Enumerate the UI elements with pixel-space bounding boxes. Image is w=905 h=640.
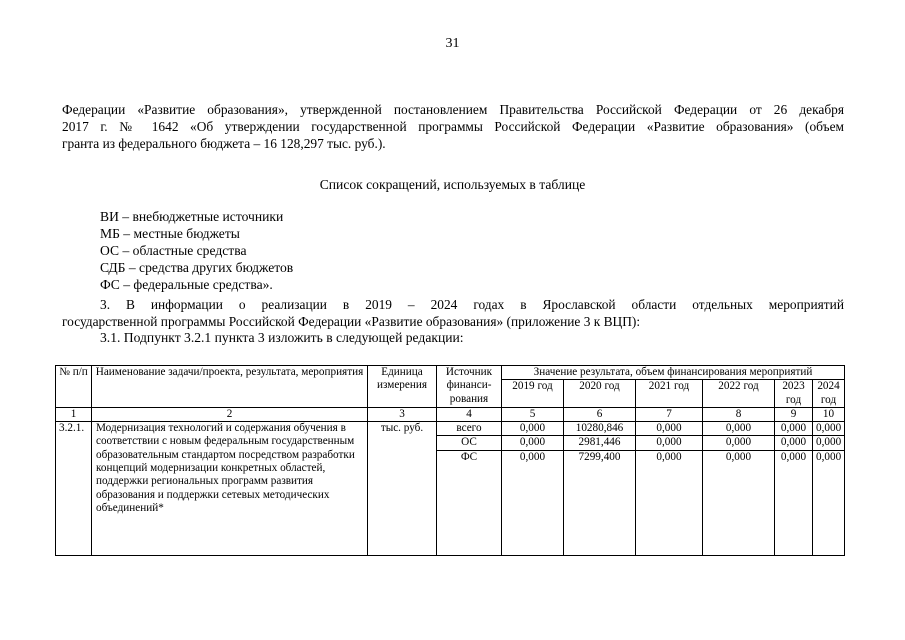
intro-line-2: 2017 г. № 1642 «Об утверждении государственной программы Российской Федерации «Развитие образования» (объем — [62, 119, 844, 134]
column-number: 2 — [92, 407, 368, 421]
abbreviation-item: ОС – областные средства — [100, 243, 247, 258]
abbreviations-list — [100, 208, 293, 293]
source-name: всего — [437, 422, 502, 436]
value-cell: 0,000 — [636, 436, 703, 450]
column-number: 5 — [502, 407, 564, 421]
value-cell: 0,000 — [813, 422, 845, 436]
value-cell: 0,000 — [636, 450, 703, 555]
table-row — [56, 422, 845, 436]
paragraph-3-1: 3.1. Подпункт 3.2.1 пункта 3 изложить в следующей редакции: — [100, 330, 464, 345]
value-cell: 0,000 — [502, 436, 564, 450]
header-year: 2021 год — [636, 380, 703, 408]
header-unit: Единица измерения — [368, 366, 437, 408]
header-year: 2020 год — [564, 380, 636, 408]
row-num: 3.2.1. — [56, 422, 92, 556]
intro-line-1: Федерации «Развитие образования», утвержденной постановлением Правительства Российской Федерации от 26 декабря — [62, 102, 844, 117]
value-cell: 0,000 — [813, 436, 845, 450]
header-source: Источник финанси-рования — [437, 366, 502, 408]
financing-table — [55, 365, 845, 556]
abbreviation-item: МБ – местные бюджеты — [100, 226, 240, 241]
value-cell: 0,000 — [502, 450, 564, 555]
column-number: 6 — [564, 407, 636, 421]
header-value-group: Значение результата, объем финансирования мероприятий — [502, 366, 845, 380]
value-cell: 10280,846 — [564, 422, 636, 436]
value-cell: 2981,446 — [564, 436, 636, 450]
source-name: ОС — [437, 436, 502, 450]
header-year: 2024 год — [813, 380, 845, 408]
value-cell: 0,000 — [813, 450, 845, 555]
column-number: 7 — [636, 407, 703, 421]
value-cell: 0,000 — [775, 436, 813, 450]
paragraph-3-line-2: государственной программы Российской Федерации «Развитие образования» (приложение 3 к ВЦП): — [62, 314, 641, 329]
header-year: 2019 год — [502, 380, 564, 408]
source-name: ФС — [437, 450, 502, 555]
value-cell: 0,000 — [636, 422, 703, 436]
row-unit: тыс. руб. — [368, 422, 437, 556]
page-number: 31 — [445, 36, 460, 51]
value-cell: 0,000 — [775, 450, 813, 555]
value-cell: 0,000 — [703, 422, 775, 436]
column-number: 3 — [368, 407, 437, 421]
column-number: 9 — [775, 407, 813, 421]
column-number: 1 — [56, 407, 92, 421]
value-cell: 7299,400 — [564, 450, 636, 555]
column-number: 8 — [703, 407, 775, 421]
column-number: 10 — [813, 407, 845, 421]
column-number: 4 — [437, 407, 502, 421]
value-cell: 0,000 — [703, 436, 775, 450]
row-name: Модернизация технологий и содержания обучения в соответствии с новым федеральным государственным образовательным стандартом посредством разработки концепций модернизации конкретных областей, поддержки региональных программ развития образования и поддержки сетевых методических объединений* — [92, 422, 368, 556]
paragraph-3 — [62, 296, 844, 330]
abbreviation-item: ВИ – внебюджетные источники — [100, 209, 284, 224]
paragraph-3-line-1: 3. В информации о реализации в 2019 – 2024 годах в Ярославской области отдельных мероприятий — [100, 297, 844, 312]
header-name: Наименование задачи/проекта, результата, мероприятия — [92, 366, 368, 408]
value-cell: 0,000 — [703, 450, 775, 555]
header-year: 2023 год — [775, 380, 813, 408]
value-cell: 0,000 — [775, 422, 813, 436]
column-numbers-row — [56, 407, 845, 421]
header-year: 2022 год — [703, 380, 775, 408]
intro-line-3: гранта из федерального бюджета – 16 128,297 тыс. руб.). — [62, 136, 386, 151]
intro-paragraph — [62, 101, 844, 152]
value-cell: 0,000 — [502, 422, 564, 436]
abbreviation-item: СДБ – средства других бюджетов — [100, 260, 294, 275]
abbreviation-item: ФС – федеральные средства». — [100, 277, 273, 292]
abbreviations-title: Список сокращений, используемых в таблице — [319, 177, 586, 192]
table-header-row — [56, 366, 845, 380]
header-num: № п/п — [56, 366, 92, 408]
